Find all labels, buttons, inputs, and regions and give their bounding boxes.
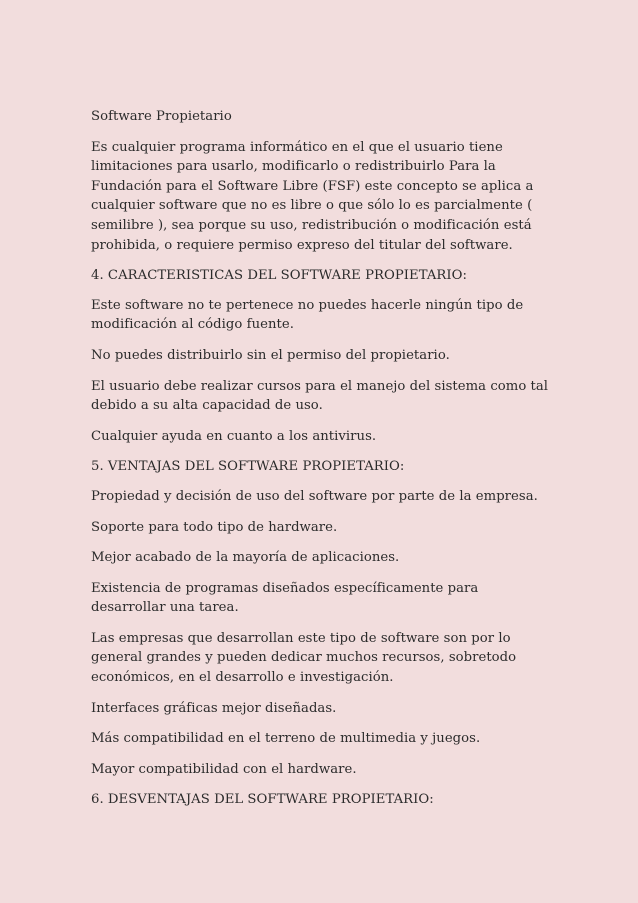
advantage-item: Existencia de programas diseñados específicamente para desarrollar una tarea. [91, 580, 479, 616]
intro-paragraph: Es cualquier programa informático en el que el usuario tiene limitaciones para usarlo, modificarlo o redistribuirlo Para la Fundación para el Software Libre (FSF) este concepto se aplica a cualquier software que no es libre o que sólo lo es parcialmente ( semilibre ), sea porque su uso, redistribución o modificación está prohibida, o requiere permiso expreso del titular del software. [91, 139, 534, 253]
characteristic-item: No puedes distribuirlo sin el permiso del propietario. [91, 347, 450, 363]
characteristic-item: Cualquier ayuda en cuanto a los antivirus. [91, 428, 377, 444]
characteristic-item: El usuario debe realizar cursos para el manejo del sistema como tal debido a su alta capacidad de uso. [91, 378, 549, 414]
advantage-item: Propiedad y decisión de uso del software por parte de la empresa. [91, 488, 538, 504]
advantage-item: Mejor acabado de la mayoría de aplicaciones. [91, 550, 400, 566]
document-body [91, 107, 556, 820]
section-5-heading: 5. VENTAJAS DEL SOFTWARE PROPIETARIO: [91, 459, 405, 475]
advantage-item: Interfaces gráficas mejor diseñadas. [91, 700, 337, 716]
advantage-item: Soporte para todo tipo de hardware. [91, 519, 338, 535]
advantage-item: Mayor compatibilidad con el hardware. [91, 761, 357, 777]
characteristic-item: Este software no te pertenece no puedes hacerle ningún tipo de modificación al código fuente. [91, 297, 524, 333]
section-6-heading: 6. DESVENTAJAS DEL SOFTWARE PROPIETARIO: [91, 792, 434, 808]
section-4-heading: 4. CARACTERISTICAS DEL SOFTWARE PROPIETARIO: [91, 268, 467, 284]
advantage-item: Las empresas que desarrollan este tipo de software son por lo general grandes y pueden dedicar muchos recursos, sobretodo económicos, en el desarrollo e investigación. [91, 630, 517, 686]
document-title: Software Propietario [91, 109, 232, 124]
advantage-item: Más compatibilidad en el terreno de multimedia y juegos. [91, 731, 481, 747]
